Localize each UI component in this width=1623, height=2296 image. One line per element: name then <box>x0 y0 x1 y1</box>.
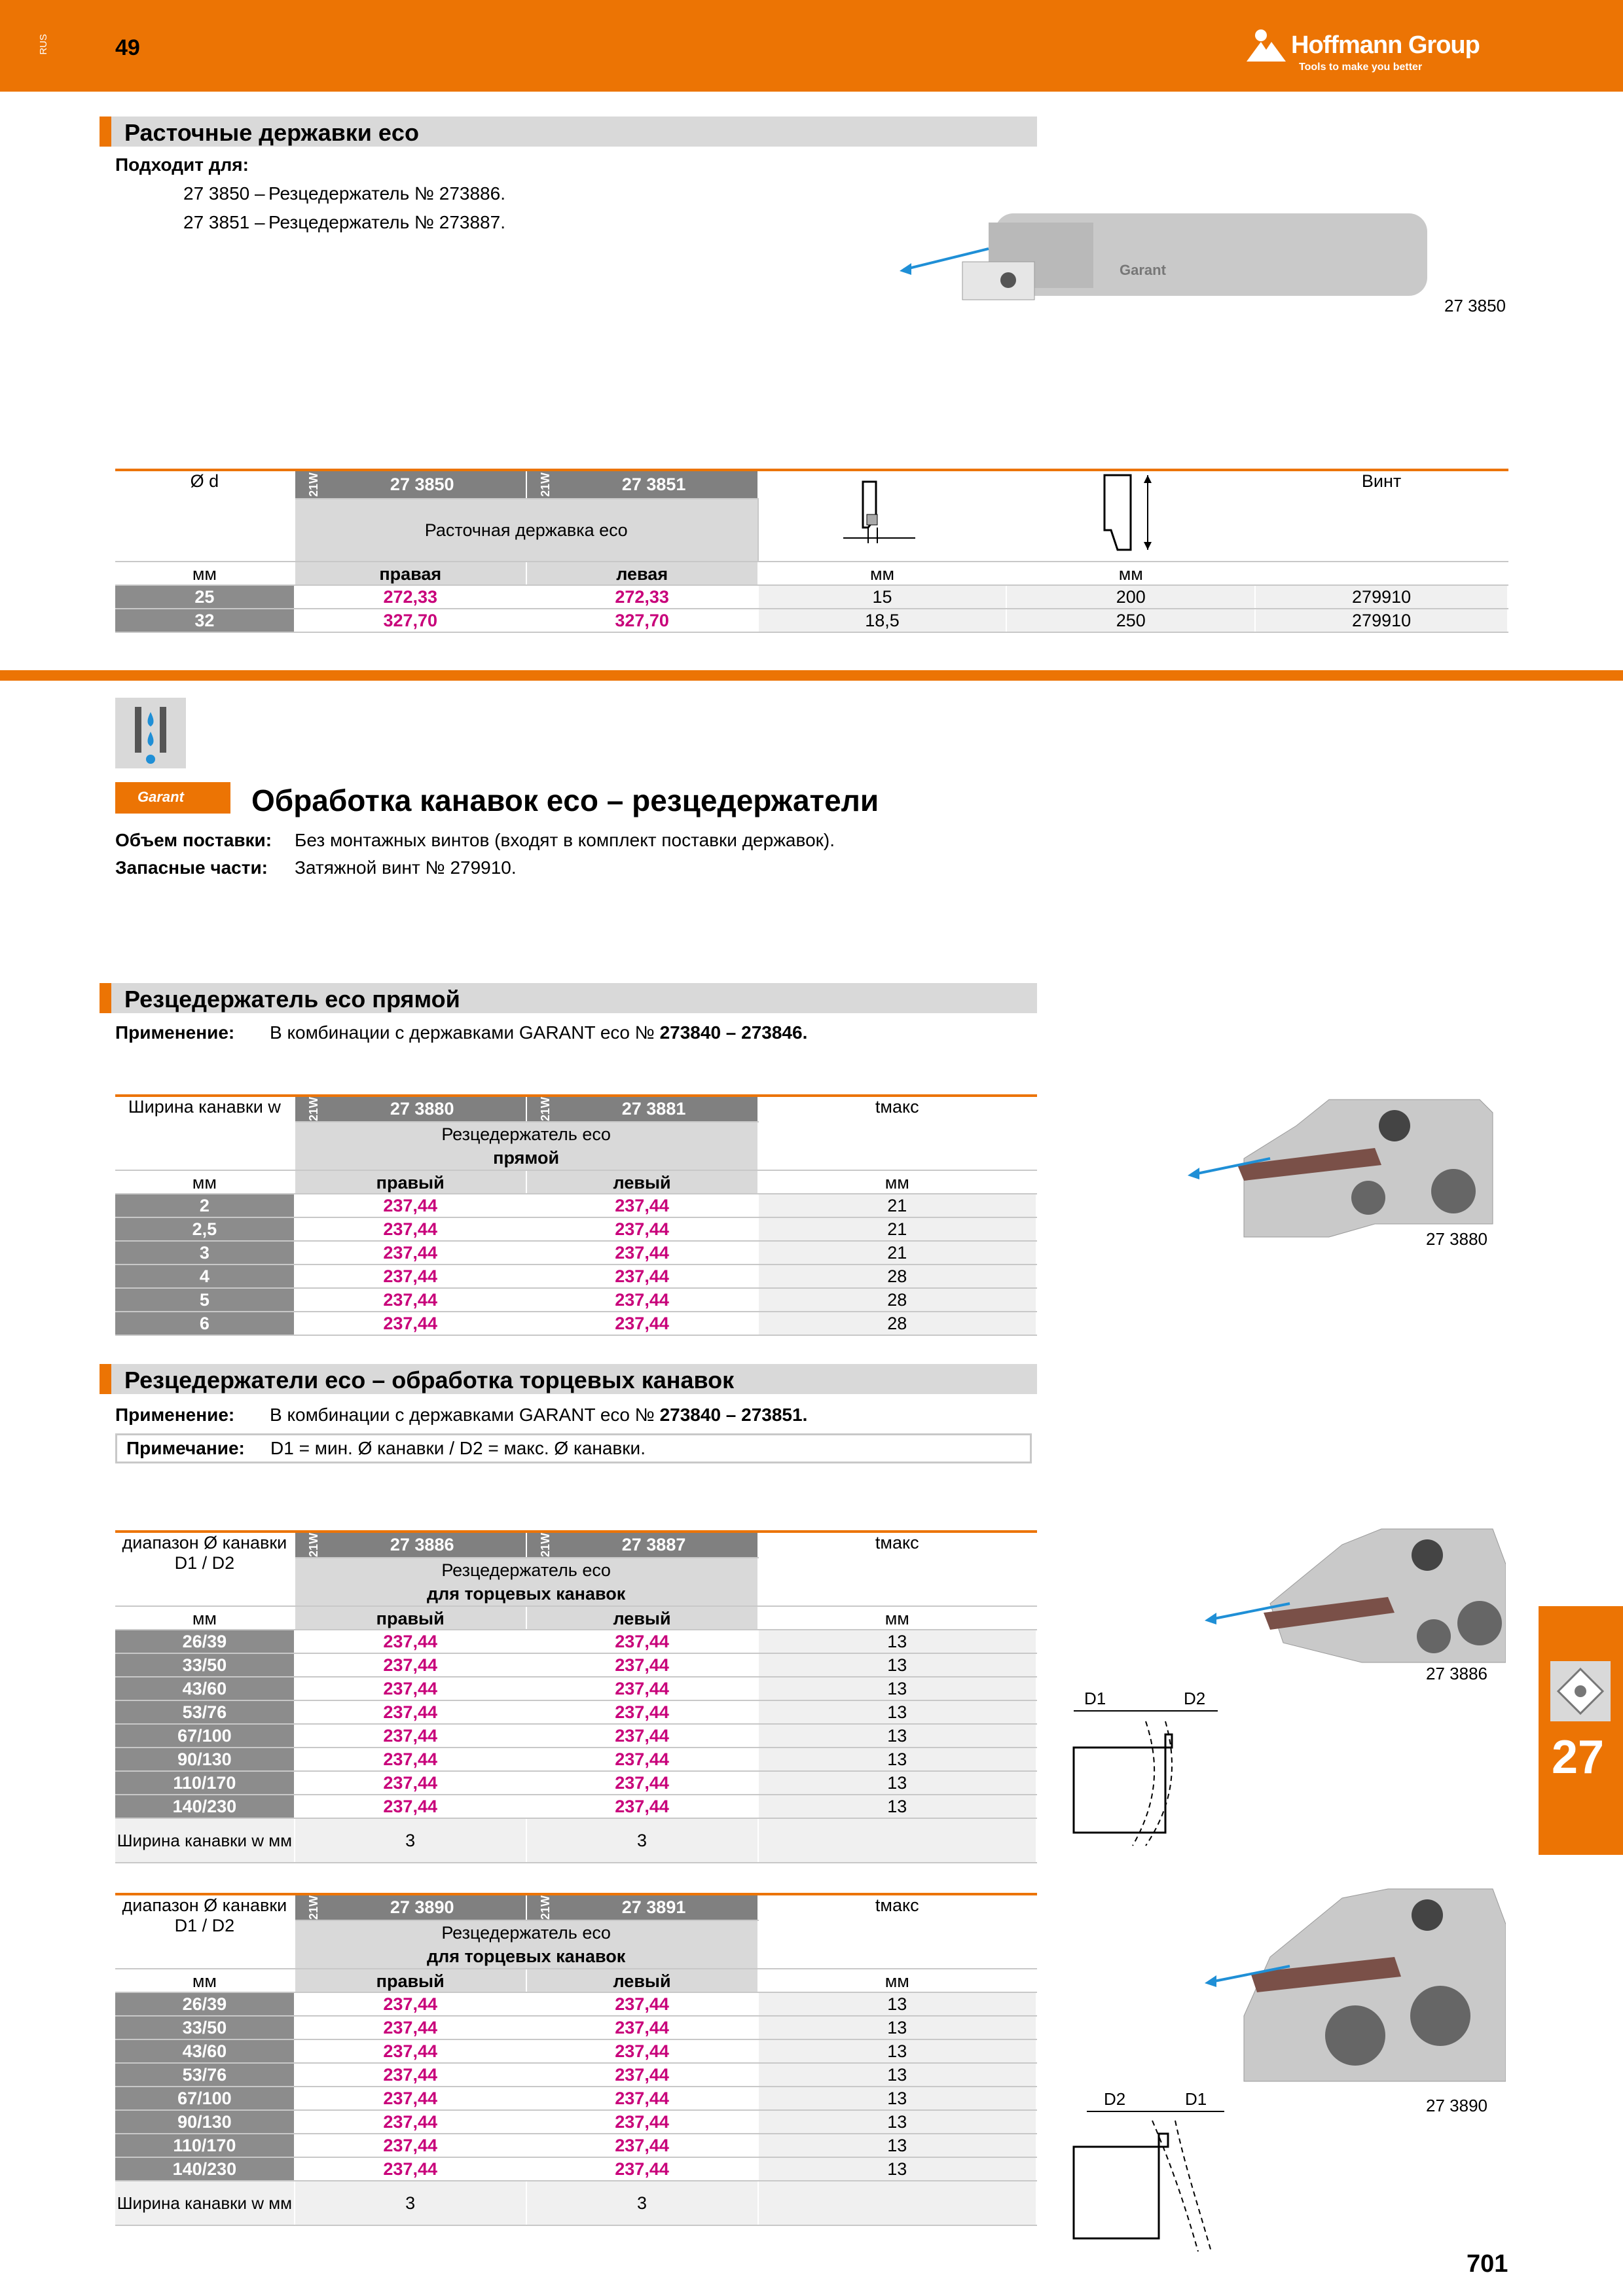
table-row: 53/76 237,44 237,44 13 <box>115 2063 1036 2087</box>
dimension-a-icon <box>837 478 928 550</box>
holder-straight-image <box>1178 1093 1506 1244</box>
brand-name: Hoffmann Group <box>1291 31 1480 59</box>
table-row <box>115 585 1508 609</box>
table-row: 3 237,44 237,44 21 <box>115 1241 1036 1265</box>
use-label: Применение: <box>115 1405 235 1425</box>
code-left: 27 3881 <box>621 1099 686 1119</box>
cell-a: 15 <box>758 585 1007 609</box>
face-diagram-1 <box>1061 1682 1231 1852</box>
fits-label: Подходит для: <box>115 154 249 175</box>
section-boring-header <box>100 117 1037 147</box>
fits-code-1: 27 3850 – <box>183 183 265 204</box>
unit-t: мм <box>758 1170 1036 1194</box>
unit-l: мм <box>1006 562 1255 585</box>
table-row: 90/130 237,44 237,44 13 <box>115 1748 1036 1771</box>
description: Расточная державка eco <box>295 499 758 562</box>
code-left: 27 3851 <box>621 475 686 495</box>
col-tmax: tмакс <box>758 1096 1036 1170</box>
unit-right: правая <box>295 562 526 585</box>
chapter-number: 27 <box>1552 1731 1605 1784</box>
col-range: диапазон Ø канавки D1 / D2 <box>115 1894 295 1969</box>
page-number-bottom: 701 <box>1467 2250 1508 2278</box>
table-row: 5 237,44 237,44 28 <box>115 1288 1036 1312</box>
use-label: Применение: <box>115 1022 235 1043</box>
unit-right: правый <box>295 1170 526 1194</box>
section-title: Расточные державки eco <box>124 119 419 146</box>
diagram-d2-label: D2 <box>1104 2089 1126 2109</box>
cell-l: 250 <box>1006 609 1255 632</box>
width-row: Ширина канавки w мм 3 3 <box>115 1818 1036 1863</box>
note-box <box>115 1433 1032 1463</box>
cell-l: 200 <box>1006 585 1255 609</box>
table-row: 33/50 237,44 237,44 13 <box>115 2016 1036 2039</box>
description: Резцедержатель eco для торцевых канавок <box>295 1920 758 1969</box>
unit-left: левый <box>526 1170 758 1194</box>
col-screw: Винт <box>1255 470 1508 562</box>
section-divider <box>0 670 1623 681</box>
use-text: В комбинации с державками GARANT eco № 273840 – 273846. <box>270 1022 808 1043</box>
cell-screw: 279910 <box>1255 585 1508 609</box>
code-right-cell: 21W 27 3880 <box>295 1096 526 1122</box>
col-range: диапазон Ø канавки D1 / D2 <box>115 1532 295 1606</box>
table-row: 140/230 237,44 237,44 13 <box>115 2157 1036 2181</box>
unit-d: мм <box>115 562 295 585</box>
code-left-cell <box>526 470 758 499</box>
language-code: RUS <box>38 34 49 55</box>
table-row: 43/60 237,44 237,44 13 <box>115 2039 1036 2063</box>
unit-w: мм <box>115 1170 295 1194</box>
note-label: Примечание: <box>126 1438 245 1458</box>
code-right-cell: 21W 27 3890 <box>295 1894 526 1920</box>
width-row: Ширина канавки w мм 3 3 <box>115 2181 1036 2225</box>
cell-price-left: 327,70 <box>526 609 758 632</box>
dim-a-diagram-cell <box>758 470 1007 562</box>
coolant-icon <box>115 698 186 768</box>
supply-label: Объем поставки: <box>115 830 272 850</box>
dimension-l-icon <box>1085 471 1176 556</box>
face-image-caption-2: 27 3890 <box>1426 2096 1487 2115</box>
code-right: 27 3886 <box>390 1535 454 1555</box>
cell-price-right: 327,70 <box>295 609 526 632</box>
table-row: 67/100 237,44 237,44 13 <box>115 2087 1036 2110</box>
product-title: Обработка канавок eco – резцедержатели <box>251 783 879 817</box>
face-diagram-2 <box>1061 2075 1244 2258</box>
table-row: 4 237,44 237,44 28 <box>115 1265 1036 1288</box>
col-diameter: Ø d <box>115 470 295 562</box>
code-left: 27 3891 <box>621 1897 686 1918</box>
table-row: 43/60 237,44 237,44 13 <box>115 1677 1036 1700</box>
cell-price-right: 272,33 <box>295 585 526 609</box>
table-row: 33/50 237,44 237,44 13 <box>115 1653 1036 1677</box>
hoffmann-logo <box>1244 27 1519 80</box>
table-row: 110/170 237,44 237,44 13 <box>115 2134 1036 2157</box>
face-image-caption-1: 27 3886 <box>1426 1664 1487 1683</box>
fits-code-2: 27 3851 – <box>183 212 265 232</box>
cell-d: 25 <box>115 585 295 609</box>
code-left: 27 3887 <box>621 1535 686 1555</box>
diagram-d1-label: D1 <box>1185 2089 1207 2109</box>
supply-text: Без монтажных винтов (входят в комплект поставки державок). <box>295 830 835 850</box>
diagram-d2-label: D2 <box>1184 1689 1206 1708</box>
code-right: 27 3850 <box>390 475 454 495</box>
section-title: Резцедержатели eco – обработка торцевых канавок <box>124 1367 735 1393</box>
garant-logo: Garant <box>115 782 230 814</box>
table-row <box>115 609 1508 632</box>
table-row: 140/230 237,44 237,44 13 <box>115 1795 1036 1818</box>
cell-screw: 279910 <box>1255 609 1508 632</box>
table-row: 53/76 237,44 237,44 13 <box>115 1700 1036 1724</box>
holder-face-image-1 <box>1192 1525 1506 1669</box>
face-table-2: диапазон Ø канавки D1 / D2 21W 27 3890 21W 27 3891 tмакс Резцедержатель eco для торцевых канавок мм правый левый мм 26/39 237,44 237,44 13 33/50 237,44 237,44 13 43/60 237,44 237,44 13 53/76 237,44 237,44 13 67/100 237,44 237,44 13 90/130 237,44 237,44 13 110/170 237,44 237,44 13 140/230 237,44 237,44 13 Ширина канавки w мм 3 3 <box>115 1893 1037 2226</box>
col-width: Ширина канавки w <box>115 1096 295 1170</box>
boring-table <box>115 469 1508 633</box>
table-row: 26/39 237,44 237,44 13 <box>115 1992 1036 2016</box>
dim-l-diagram-cell <box>1006 470 1255 562</box>
code-right-cell <box>295 470 526 499</box>
table-row: 110/170 237,44 237,44 13 <box>115 1771 1036 1795</box>
brand-tagline: Tools to make you better <box>1299 62 1423 73</box>
boring-bar-image <box>897 209 1512 308</box>
cell-a: 18,5 <box>758 609 1007 632</box>
table-row: 2,5 237,44 237,44 21 <box>115 1217 1036 1241</box>
table-row: 67/100 237,44 237,44 13 <box>115 1724 1036 1748</box>
section-face-header <box>100 1364 1037 1394</box>
spares-label: Запасные части: <box>115 857 268 878</box>
fits-text-1: Резцедержатель № 273886. <box>268 183 505 204</box>
chapter-tab[interactable] <box>1539 1606 1623 1855</box>
unit-left: левая <box>526 562 758 585</box>
code-left-cell: 21W 27 3881 <box>526 1096 758 1122</box>
table-row: 6 237,44 237,44 28 <box>115 1312 1036 1335</box>
section-title: Резцедержатель eco прямой <box>124 986 460 1013</box>
boring-image-caption: 27 3850 <box>1444 296 1506 315</box>
holder-face-image-2 <box>1192 1885 1506 2094</box>
straight-image-caption: 27 3880 <box>1426 1229 1487 1249</box>
note-text: D1 = мин. Ø канавки / D2 = макс. Ø канавки. <box>270 1438 646 1458</box>
page-number-top: 49 <box>115 35 140 60</box>
unit-a: мм <box>758 562 1007 585</box>
cell-d: 32 <box>115 609 295 632</box>
description: Резцедержатель eco для торцевых канавок <box>295 1558 758 1606</box>
col-tmax: tмакс <box>758 1894 1037 1969</box>
code-tag: 21W <box>306 473 320 497</box>
insert-icon <box>1550 1661 1611 1721</box>
table-row: 90/130 237,44 237,44 13 <box>115 2110 1036 2134</box>
hoffmann-logo-icon <box>1244 27 1290 67</box>
col-tmax: tмакс <box>758 1532 1037 1606</box>
fits-text-2: Резцедержатель № 273887. <box>268 212 505 232</box>
code-left-cell: 21W 27 3891 <box>526 1894 758 1920</box>
face-table-1: диапазон Ø канавки D1 / D2 21W 27 3886 21W 27 3887 tмакс Резцедержатель eco для торцевых канавок мм правый левый мм 26/39 237,44 237,44 13 33/50 237,44 237,44 13 43/60 237,44 237,44 13 53/76 237,44 237,44 13 67/100 237,44 237,44 13 90/130 237,44 237,44 13 110/170 237,44 237,44 13 140/230 237,44 237,44 13 Ширина канавки w мм 3 3 <box>115 1530 1037 1863</box>
code-right: 27 3890 <box>390 1897 454 1918</box>
table-row: 2 237,44 237,44 21 <box>115 1194 1036 1217</box>
unit-screw <box>1255 562 1508 585</box>
code-left-cell: 21W 27 3887 <box>526 1532 758 1558</box>
cell-price-left: 272,33 <box>526 585 758 609</box>
diagram-d1-label: D1 <box>1084 1689 1106 1708</box>
straight-table <box>115 1094 1037 1336</box>
description: Резцедержатель eco прямой <box>295 1122 758 1170</box>
use-text: В комбинации с державками GARANT eco № 273840 – 273851. <box>270 1405 808 1425</box>
code-right: 27 3880 <box>390 1099 454 1119</box>
section-straight-header <box>100 983 1037 1013</box>
spares-text: Затяжной винт № 279910. <box>295 857 517 878</box>
table-row: 26/39 237,44 237,44 13 <box>115 1630 1036 1653</box>
code-tag: 21W <box>538 473 552 497</box>
code-right-cell: 21W 27 3886 <box>295 1532 526 1558</box>
svg-text:Garant: Garant <box>1120 262 1166 278</box>
